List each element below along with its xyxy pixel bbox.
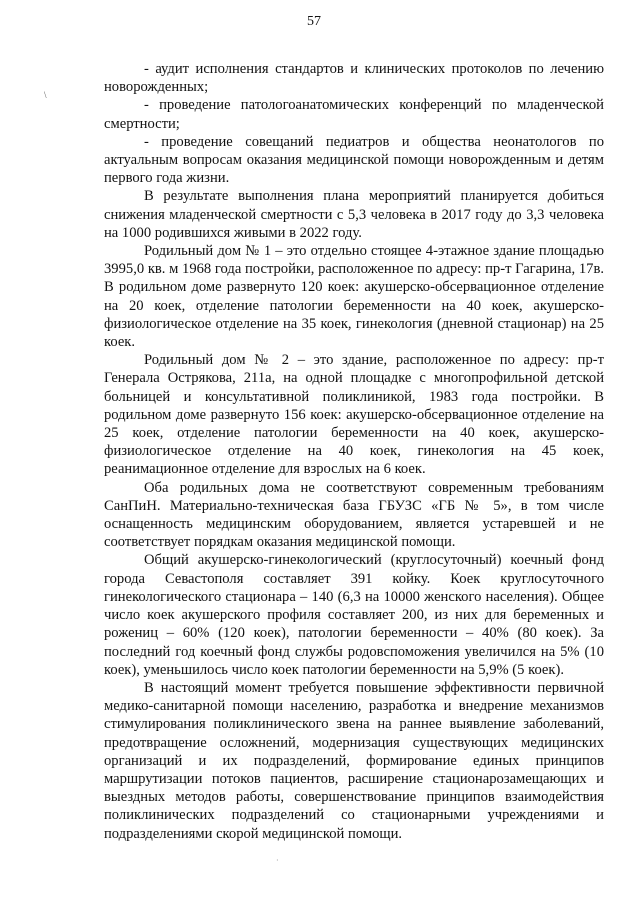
paragraph-sanpin-compliance: Оба родильных дома не соответствуют современным требованиям СанПиН. Материально-техническая база ГБУЗС «ГБ № 5», в том числе оснащенность медицинским оборудованием, является устаревшей и не соответствует порядкам оказания медицинской помощи. bbox=[104, 479, 604, 551]
paragraph-primary-care: В настоящий момент требуется повышение эффективности первичной медико-санитарной помощи населению, разработка и внедрение механизмов стимулирования поликлинического звена на раннее выявление заболеваний, предотвращение осложнений, модернизация существующих медицинских организаций и их подразделений, формирование единых принципов маршрутизации потоков пациентов, расширение стационарозамещающих и выездных методов работы, совершенствование принципов взаимодействия поликлинических подразделений со стационарными учреждениями и подразделениями скорой медицинской помощи. bbox=[104, 679, 604, 842]
paragraph-pediatric-meetings: - проведение совещаний педиатров и общества неонатологов по актуальным вопросам оказания медицинской помощи новорожденным и детям первого года жизни. bbox=[104, 133, 604, 187]
paragraph-maternity-hospital-1: Родильный дом № 1 – это отдельно стоящее 4-этажное здание площадью 3995,0 кв. м 1968 года постройки, расположенное по адресу: пр-т Гагарина, 17в. В родильном доме развернуто 120 коек: акушерско-обсервационное отделение на 20 коек, отделение патологии беременности на 40 коек, акушерско-физиологическое отделение на 35 коек, гинекология (дневной стационар) на 25 коек. bbox=[104, 243, 604, 351]
document-body bbox=[104, 60, 604, 843]
paragraph-pathology-conferences: - проведение патологоанатомических конференций по младенческой смертности; bbox=[104, 97, 604, 132]
paragraph-bed-fund: Общий акушерско-гинекологический (круглосуточный) коечный фонд города Севастополя составляет 391 койку. Коек круглосуточного гинекологического стационара – 140 (6,3 на 10000 женского населения). Общее число коек акушерского профиля составляет 200, из них для беременных и рожениц – 60% (120 коек), патологии беременности – 40% (80 коек). За последний год коечный фонд службы родовспоможения увеличился на 5% (10 коек), уменьшилось число коек патологии беременности на 5,9% (5 коек). bbox=[104, 552, 604, 678]
margin-mark: \ bbox=[44, 90, 47, 100]
paragraph-mortality-target: В результате выполнения плана мероприятий планируется добиться снижения младенческой смертности с 5,3 человека в 2017 году до 3,3 человека на 1000 родившихся живыми в 2022 году. bbox=[104, 188, 604, 241]
paragraph-maternity-hospital-2: Родильный дом № 2 – это здание, расположенное по адресу: пр-т Генерала Острякова, 211а, на одной площадке с многопрофильной детской больницей и консультативной поликлиникой, 1983 года постройки. В родильном доме развернуто 156 коек: акушерско-обсервационное отделение на 25 коек, отделение патологии беременности на 40 коек, акушерско-физиологическое отделение на 40 коек, гинекология на 45 коек, реанимационное отделение для взрослых на 6 коек. bbox=[104, 352, 604, 478]
page-number: 57 bbox=[307, 14, 321, 29]
paragraph-audit-standards: - аудит исполнения стандартов и клинических протоколов по лечению новорожденных; bbox=[104, 61, 604, 96]
scan-speck: · bbox=[276, 856, 279, 865]
